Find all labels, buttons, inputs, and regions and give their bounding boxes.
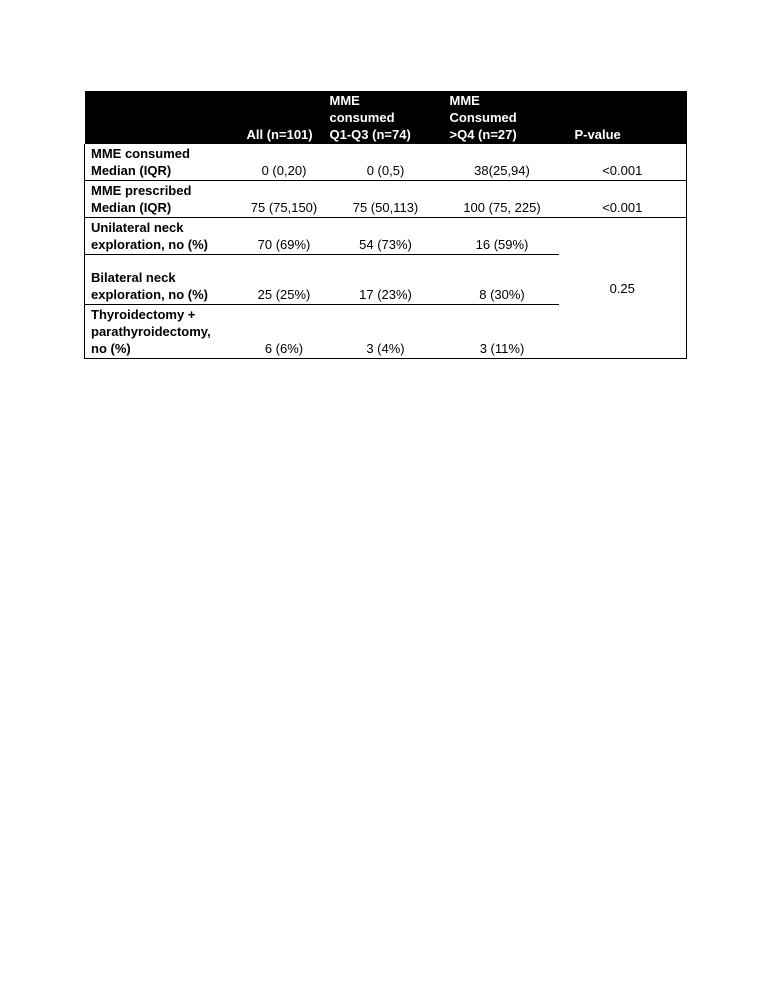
cell-q1-q3: 75 (50,113)	[326, 181, 446, 218]
cell-q1-q3: 17 (23%)	[326, 255, 446, 305]
cell-q1-q3: 54 (73%)	[326, 218, 446, 255]
cell-q4: 100 (75, 225)	[446, 181, 559, 218]
row-label: Unilateral neck exploration, no (%)	[85, 218, 243, 255]
cell-p-value-merged: 0.25	[559, 218, 687, 359]
header-all: All (n=101)	[243, 91, 326, 144]
cell-q4: 16 (59%)	[446, 218, 559, 255]
row-label: Thyroidectomy + parathyroidectomy, no (%)	[85, 305, 243, 359]
header-q1-q3: MME consumed Q1-Q3 (n=74)	[326, 91, 446, 144]
cell-p-value: <0.001	[559, 181, 687, 218]
cell-all: 75 (75,150)	[243, 181, 326, 218]
header-row	[85, 91, 687, 144]
table-row	[85, 218, 687, 255]
cell-q1-q3: 0 (0,5)	[326, 144, 446, 181]
cell-q1-q3: 3 (4%)	[326, 305, 446, 359]
cell-all: 25 (25%)	[243, 255, 326, 305]
cell-p-value: <0.001	[559, 144, 687, 181]
cell-q4: 38(25,94)	[446, 144, 559, 181]
header-q4: MME Consumed >Q4 (n=27)	[446, 91, 559, 144]
header-label-column	[85, 91, 243, 144]
row-label: MME consumed Median (IQR)	[85, 144, 243, 181]
cell-q4: 8 (30%)	[446, 255, 559, 305]
results-table	[84, 91, 687, 359]
cell-all: 70 (69%)	[243, 218, 326, 255]
cell-q4: 3 (11%)	[446, 305, 559, 359]
cell-all: 0 (0,20)	[243, 144, 326, 181]
row-label: MME prescribed Median (IQR)	[85, 181, 243, 218]
header-p-value: P-value	[559, 91, 687, 144]
table-row	[85, 144, 687, 181]
row-label: Bilateral neck exploration, no (%)	[85, 255, 243, 305]
table-row	[85, 181, 687, 218]
cell-all: 6 (6%)	[243, 305, 326, 359]
